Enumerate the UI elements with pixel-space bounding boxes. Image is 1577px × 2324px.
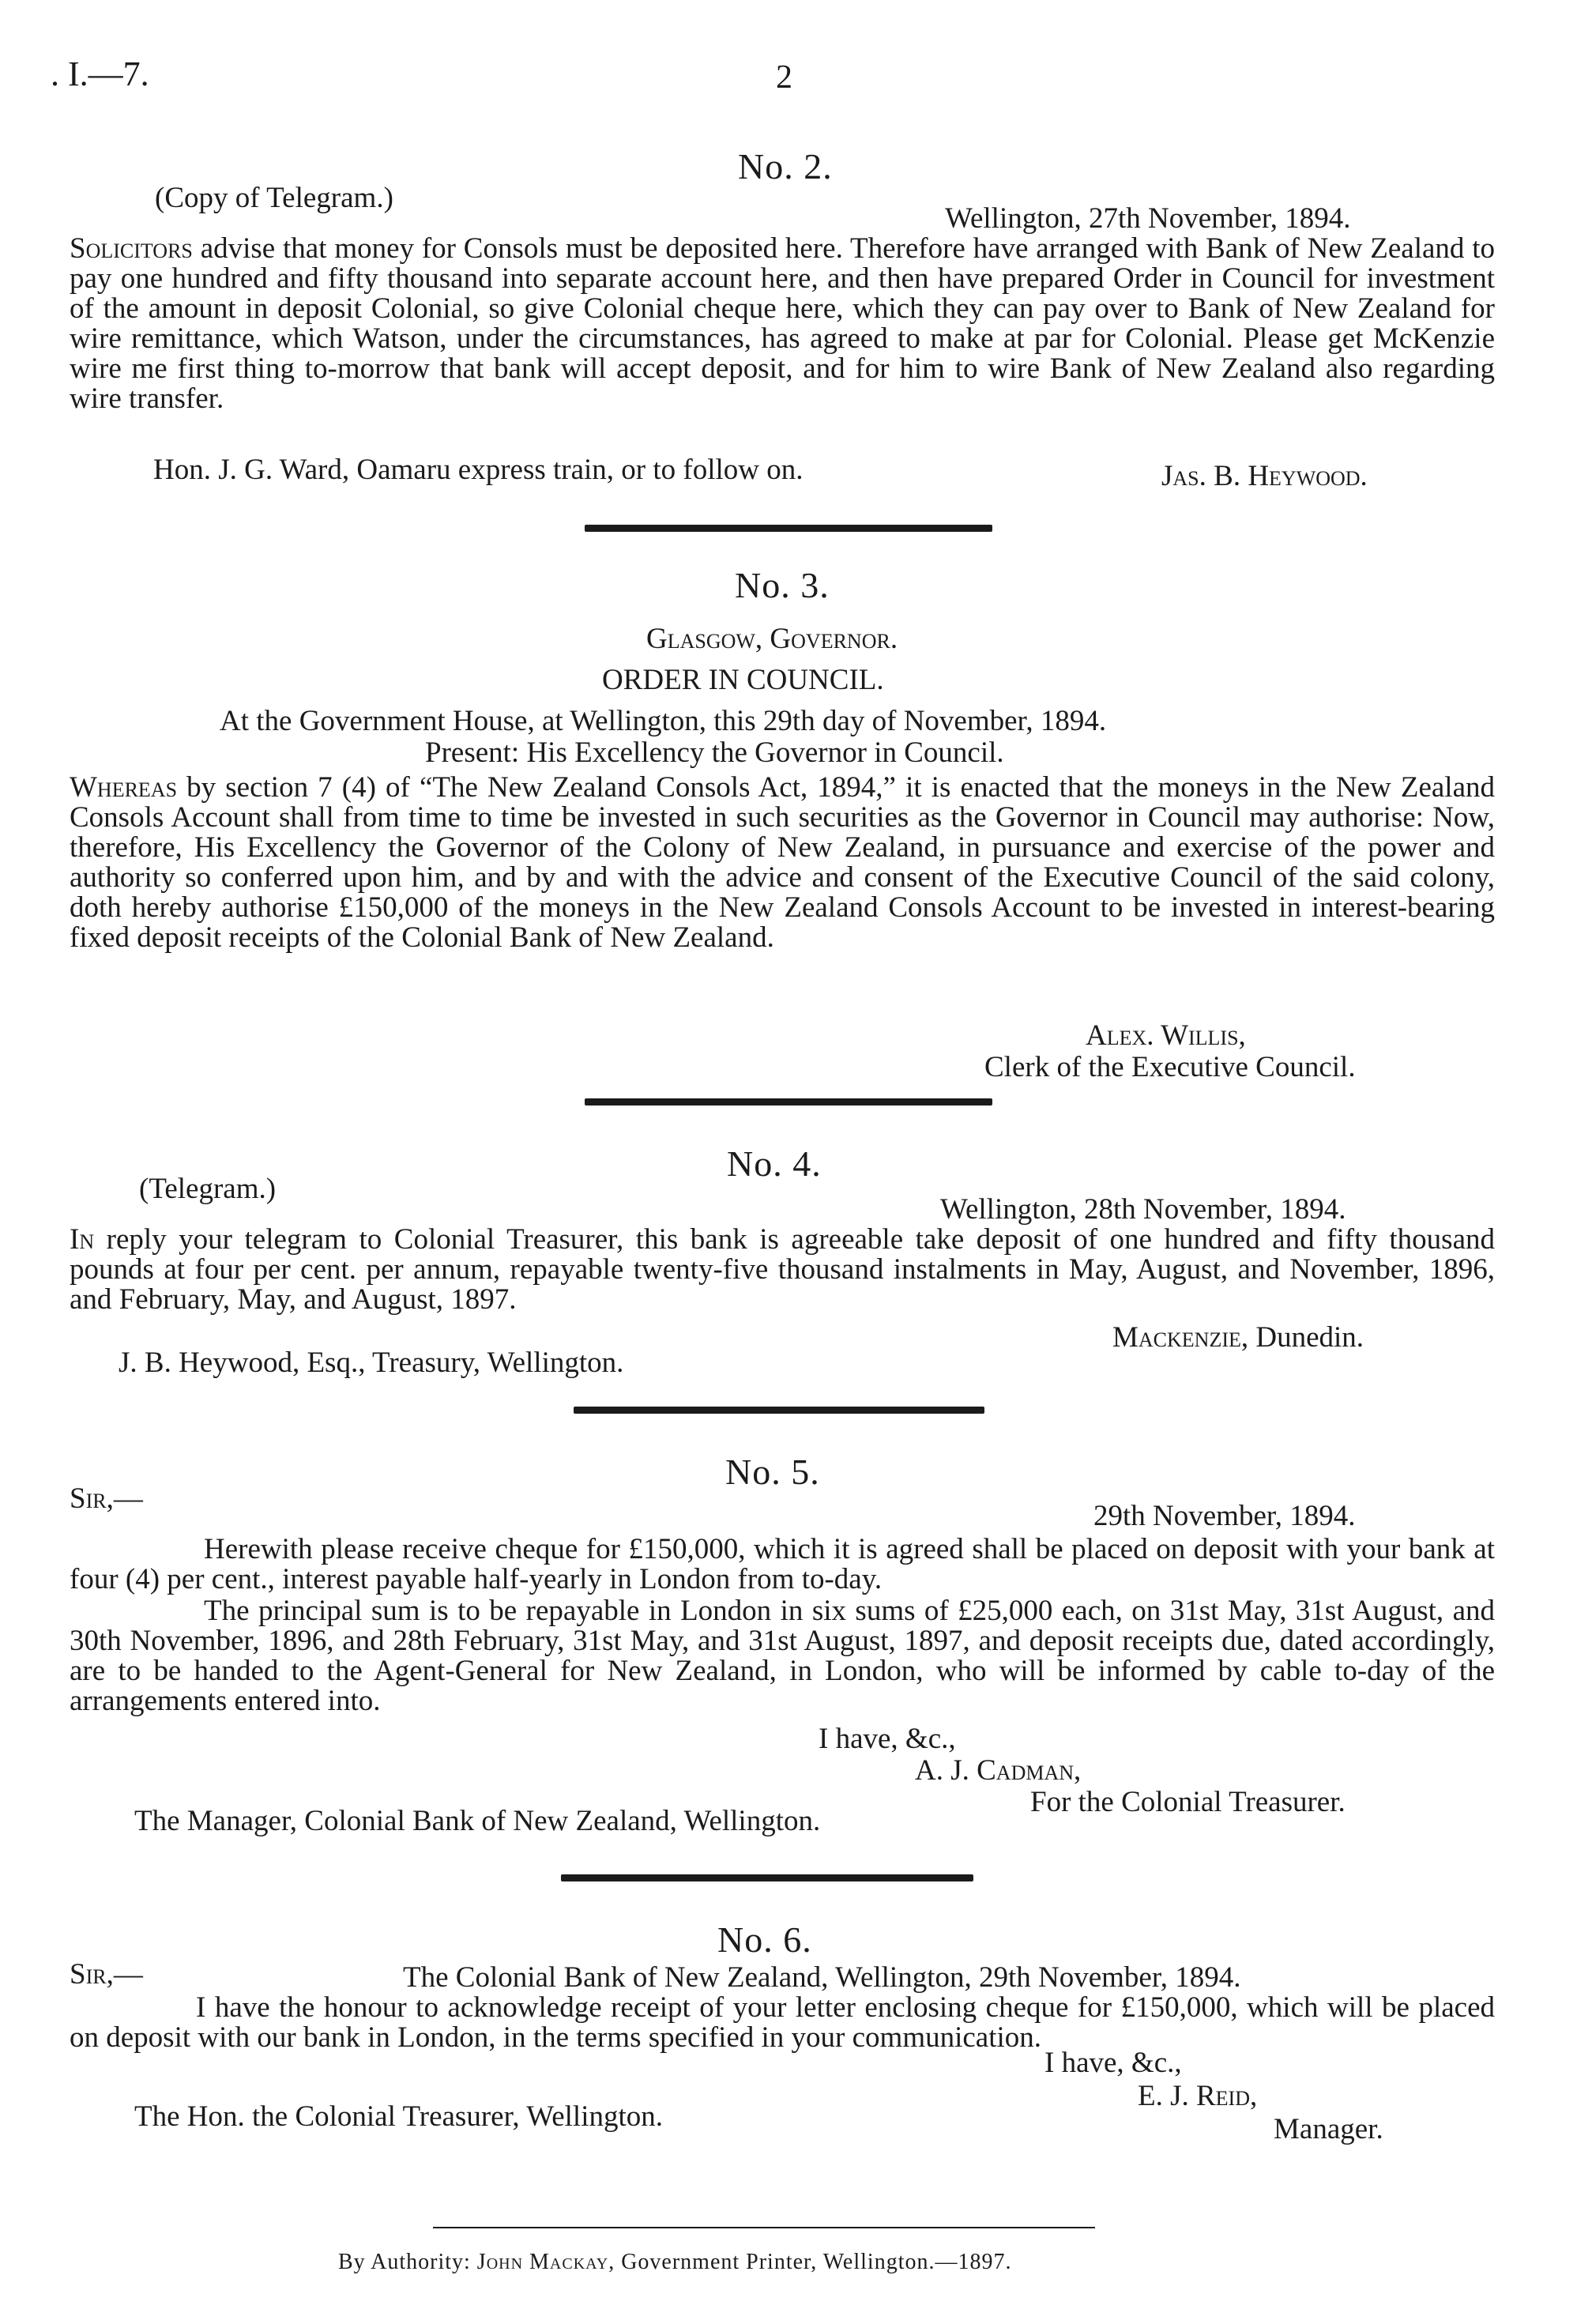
no6-addressee: The Hon. the Colonial Treasurer, Wellington. xyxy=(134,2100,663,2133)
no3-signature-title: Clerk of the Executive Council. xyxy=(984,1051,1356,1083)
no2-addressee: Hon. J. G. Ward, Oamaru express train, or to follow on. xyxy=(153,454,804,486)
no3-body xyxy=(70,773,1495,953)
no5-para2 xyxy=(70,1596,1495,1716)
no2-body-text: advise that money for Consols must be deposited here. Therefore have arranged with Bank of New Zealand to pay one hundred and fifty thousand into separate account here, and then have prepared Order in Council for investment of the amount in deposit Colonial, so give Colonial cheque here, which they can pay over to Bank of New Zealand for wire remittance, which Watson, under the circumstances, has agreed to make at par for Colonial. Please get McKenzie wire me first thing to-morrow that bank will accept deposit, and for him to wire Bank of New Zealand also regarding wire transfer. xyxy=(70,232,1495,415)
no3-lead: Whereas xyxy=(70,771,178,804)
separator-rule xyxy=(574,1407,984,1414)
no2-note: (Copy of Telegram.) xyxy=(155,182,393,214)
separator-rule xyxy=(585,1098,992,1106)
no4-signature-name: Mackenzie xyxy=(1112,1321,1241,1354)
imprint-line xyxy=(338,2250,1011,2275)
no2-signature: Jas. B. Heywood. xyxy=(1161,460,1368,492)
no3-governor: Glasgow, Governor. xyxy=(646,623,898,655)
no6-heading: No. 6. xyxy=(717,1919,812,1960)
no2-body xyxy=(70,234,1495,414)
no6-salutation: Sir,— xyxy=(70,1958,143,1991)
no4-lead: In xyxy=(70,1223,95,1256)
no3-heading: No. 3. xyxy=(735,565,830,605)
no5-heading: No. 5. xyxy=(725,1452,820,1492)
no2-heading: No. 2. xyxy=(738,146,833,186)
imprint-suffix: , Government Printer, Wellington.—1897. xyxy=(608,2250,1012,2274)
no4-heading: No. 4. xyxy=(727,1143,822,1184)
no6-para1 xyxy=(70,1993,1495,2053)
separator-rule xyxy=(585,525,992,532)
no5-para1 xyxy=(70,1535,1495,1595)
no6-dateline: The Colonial Bank of New Zealand, Wellington, 29th November, 1894. xyxy=(403,1961,1241,1994)
no2-dateline: Wellington, 27th November, 1894. xyxy=(945,202,1351,235)
no4-dateline: Wellington, 28th November, 1894. xyxy=(940,1193,1346,1226)
no3-signature: Alex. Willis, xyxy=(1086,1019,1246,1052)
no5-para1-text: Herewith please receive cheque for £150,000, which it is agreed shall be placed on deposit with your bank at four (4) per cent., interest payable half-yearly in London from to-day. xyxy=(70,1533,1495,1595)
no5-closing: I have, &c., xyxy=(819,1723,956,1755)
no5-signature-title: For the Colonial Treasurer. xyxy=(1030,1786,1346,1818)
no5-addressee: The Manager, Colonial Bank of New Zealand, Wellington. xyxy=(134,1805,821,1837)
no6-signature: E. J. Reid, xyxy=(1138,2080,1258,2112)
no6-para1-text: I have the honour to acknowledge receipt of your letter enclosing cheque for £150,000, which will be placed on deposit with our bank in London, in the terms specified in your communication. xyxy=(70,1991,1495,2054)
no2-lead: Solicitors xyxy=(70,232,193,265)
no5-dateline: 29th November, 1894. xyxy=(1093,1500,1356,1532)
page-number: 2 xyxy=(776,59,792,96)
no4-signature-place: , Dunedin. xyxy=(1240,1321,1364,1354)
imprint-prefix: By Authority: xyxy=(338,2250,471,2274)
footer-rule xyxy=(433,2227,1095,2228)
no4-signature xyxy=(1112,1323,1364,1353)
no3-present: Present: His Excellency the Governor in Council. xyxy=(425,736,1004,769)
no6-closing: I have, &c., xyxy=(1044,2047,1182,2079)
separator-rule xyxy=(561,1874,973,1881)
no5-para2-text: The principal sum is to be repayable in London in six sums of £25,000 each, on 31st May, 31st August, and 30th November, 1896, and 28th February, 31st May, and 31st August, 1897, and deposit receipts due, dated accordingly, are to be handed to the Agent-General for New Zealand, in London, who will be informed by cable to-day of the arrangements entered into. xyxy=(70,1595,1495,1717)
no4-body xyxy=(70,1225,1495,1315)
no6-signature-title: Manager. xyxy=(1274,2113,1383,2145)
imprint-printer: John Mackay xyxy=(476,2250,609,2274)
no4-addressee: J. B. Heywood, Esq., Treasury, Wellington. xyxy=(119,1347,624,1379)
no3-place: At the Government House, at Wellington, this 29th day of November, 1894. xyxy=(220,705,1107,737)
no4-body-text: reply your telegram to Colonial Treasurer, this bank is agreeable take deposit of one hundred and fifty thousand pounds at four per cent. per annum, repayable twenty-five thousand instalments in May, August, and November, 1896, and February, May, and August, 1897. xyxy=(70,1223,1496,1316)
no5-signature: A. J. Cadman, xyxy=(915,1754,1082,1787)
no5-salutation: Sir,— xyxy=(70,1482,143,1515)
no3-title: ORDER IN COUNCIL. xyxy=(602,664,884,696)
parliamentary-paper-reference: . I.—7. xyxy=(51,55,149,93)
no3-body-text: by section 7 (4) of “The New Zealand Consols Act, 1894,” it is enacted that the moneys in the New Zealand Consols Account shall from time to time be invested in such securities as the Governor in Council may authorise: Now, therefore, His Excellency the Governor of the Colony of New Zealand, in pursuance and exercise of the power and authority so conferred upon him, and by and with the advice and consent of the Executive Council of the said colony, doth hereby authorise £150,000 of the moneys in the New Zealand Consols Account to be invested in interest-bearing fixed deposit receipts of the Colonial Bank of New Zealand. xyxy=(70,771,1495,954)
no4-note: (Telegram.) xyxy=(139,1173,277,1205)
